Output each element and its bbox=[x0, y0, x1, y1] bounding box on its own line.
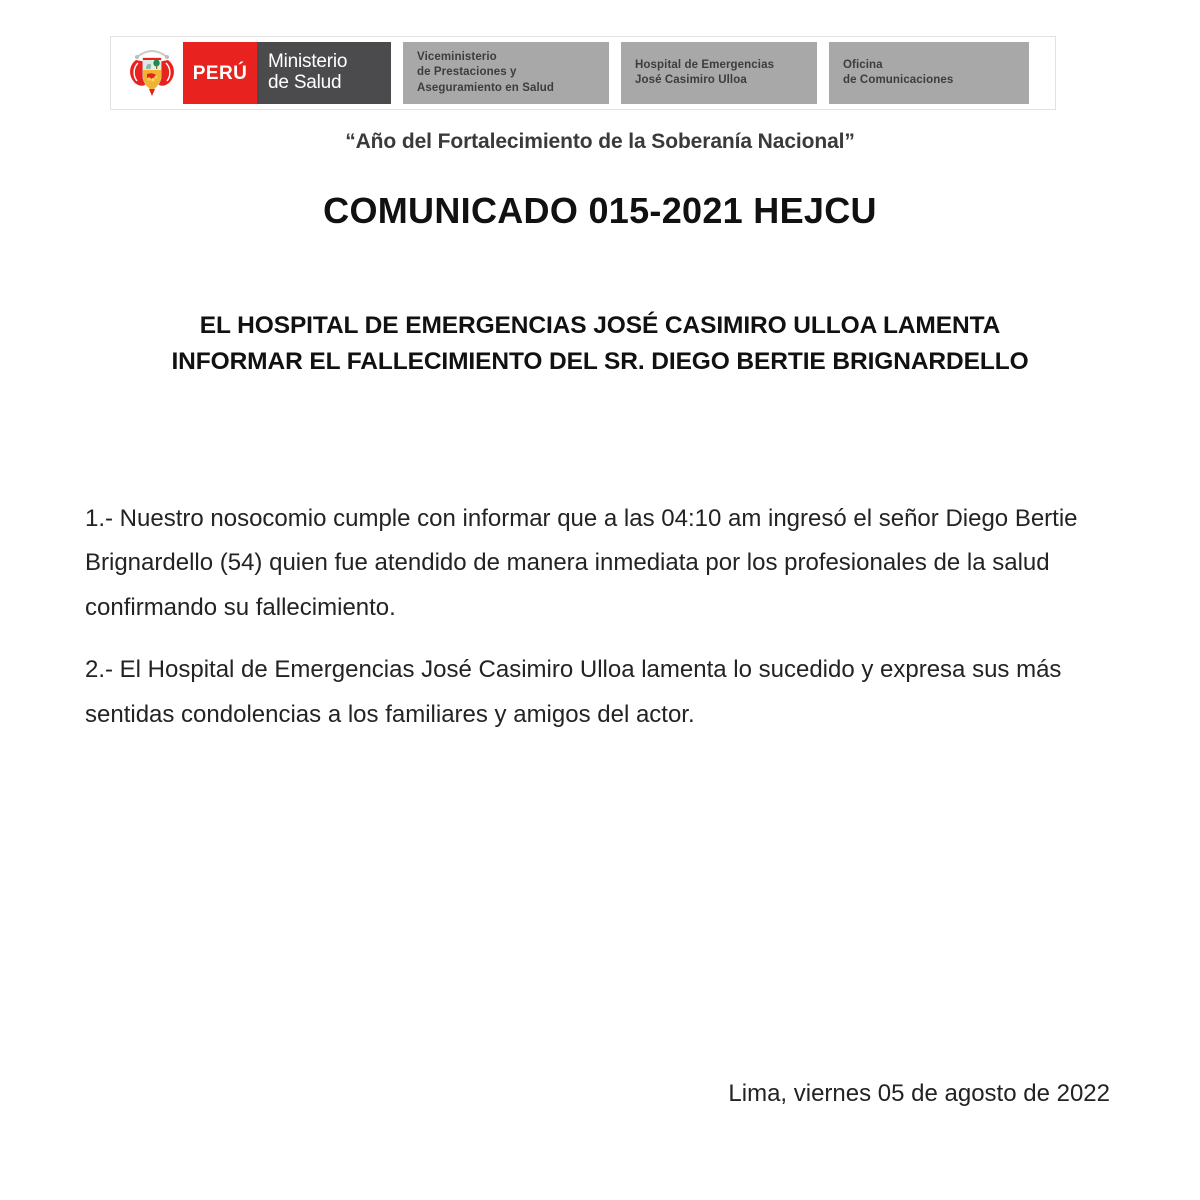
date-line: Lima, viernes 05 de agosto de 2022 bbox=[728, 1080, 1110, 1107]
institutional-header-banner bbox=[110, 36, 1056, 110]
office-line-2: de Comunicaciones bbox=[843, 74, 954, 86]
office-line-1: Oficina bbox=[843, 58, 883, 71]
peru-label: PERÚ bbox=[192, 62, 248, 84]
hospital-line-2: José Casimiro Ulloa bbox=[635, 74, 747, 86]
body-paragraph-1: 1.- Nuestro nosocomio cumple con informar que a las 04:10 am ingresó el señor Diego Bertie Brignardello (54) quien fue atendido de manera inmediata por los profesionales de la salud confirmando su fallecimiento. bbox=[85, 505, 1078, 621]
body-paragraph-2: 2.- El Hospital de Emergencias José Casimiro Ulloa lamenta lo sucedido y expresa sus más sentidas condolencias a los familiares y amigos del actor. bbox=[85, 656, 1062, 728]
viceministry-block bbox=[403, 42, 609, 104]
peru-coat-of-arms-icon bbox=[125, 43, 179, 103]
announcement-subtitle bbox=[0, 308, 1200, 380]
ministry-line-2: de Salud bbox=[268, 72, 342, 93]
national-year-slogan: “Año del Fortalecimiento de la Soberanía Nacional” bbox=[345, 130, 855, 153]
hospital-line-1: Hospital de Emergencias bbox=[635, 58, 775, 71]
subtitle-line-2: INFORMAR EL FALLECIMIENTO DEL SR. DIEGO BERTIE BRIGNARDELLO bbox=[171, 347, 1029, 375]
page-title: COMUNICADO 015-2021 HEJCU bbox=[323, 190, 877, 231]
subtitle-line-1: EL HOSPITAL DE EMERGENCIAS JOSÉ CASIMIRO ULLOA LAMENTA bbox=[199, 312, 1001, 339]
viceministry-line-2: de Prestaciones y bbox=[417, 66, 517, 79]
announcement-body bbox=[85, 497, 1105, 755]
viceministry-line-3: Aseguramiento en Salud bbox=[417, 81, 555, 94]
ministry-of-health-block bbox=[257, 42, 391, 104]
peru-brand-block bbox=[183, 42, 257, 104]
viceministry-line-1: Viceministerio bbox=[417, 51, 497, 64]
communications-office-block bbox=[829, 42, 1029, 104]
ministry-line-1: Ministerio bbox=[268, 51, 348, 73]
hospital-block bbox=[621, 42, 817, 104]
